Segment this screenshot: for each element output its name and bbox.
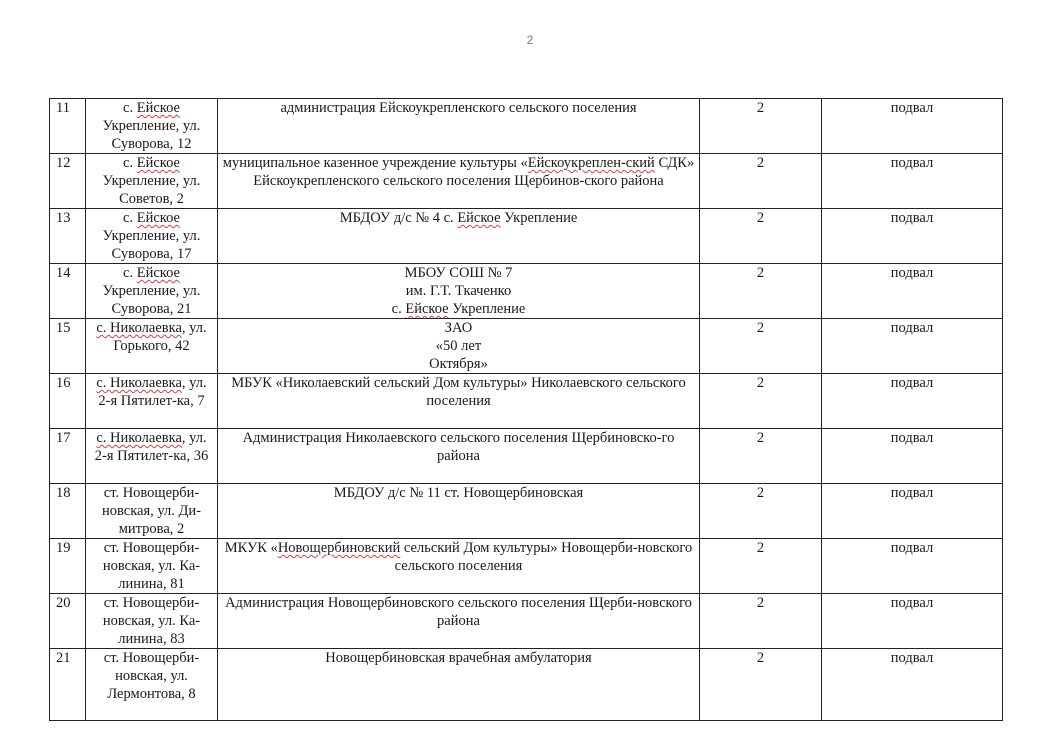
spellcheck-mark: Ейское [136, 100, 180, 116]
shelter-type-cell: подвал [822, 649, 1003, 721]
spellcheck-mark: Ейское [136, 265, 180, 281]
count-cell: 2 [700, 594, 822, 649]
organization-cell: муниципальное казенное учреждение культуры «Ейскоукреплен-ский СДК» Ейскоукрепленского сельского поселения Щербинов-ского района [218, 154, 700, 209]
row-number: 17 [50, 429, 86, 484]
count-cell: 2 [700, 429, 822, 484]
address-cell: ст. Новощерби-новская, ул. Лермонтова, 8 [86, 649, 218, 721]
row-number: 21 [50, 649, 86, 721]
row-number: 16 [50, 374, 86, 429]
spellcheck-mark: с. Николаевка [96, 320, 182, 336]
shelter-type-cell: подвал [822, 264, 1003, 319]
count-cell: 2 [700, 374, 822, 429]
row-number: 11 [50, 99, 86, 154]
table-row [50, 649, 1003, 721]
shelter-type-cell: подвал [822, 319, 1003, 374]
address-cell: с. Николаевка, ул. 2-я Пятилет-ка, 7 [86, 374, 218, 429]
shelter-type-cell: подвал [822, 594, 1003, 649]
table-row [50, 209, 1003, 264]
table-body [50, 99, 1003, 721]
shelter-type-cell: подвал [822, 429, 1003, 484]
organization-cell: МБОУ СОШ № 7 им. Г.Т. Ткаченко с. Ейское Укрепление [218, 264, 700, 319]
shelter-type-cell: подвал [822, 374, 1003, 429]
address-cell: с. Ейское Укрепление, ул. Советов, 2 [86, 154, 218, 209]
shelter-type-cell: подвал [822, 209, 1003, 264]
address-cell: с. Ейское Укрепление, ул. Суворова, 21 [86, 264, 218, 319]
spellcheck-mark: Ейское [136, 210, 180, 226]
table-row [50, 99, 1003, 154]
table-row [50, 539, 1003, 594]
count-cell: 2 [700, 264, 822, 319]
address-cell: ст. Новощерби-новская, ул. Ди-митрова, 2 [86, 484, 218, 539]
organization-cell: Администрация Николаевского сельского поселения Щербиновско-го района [218, 429, 700, 484]
table-row [50, 429, 1003, 484]
spellcheck-mark: Ейское [405, 301, 449, 317]
count-cell: 2 [700, 319, 822, 374]
organization-cell: Новощербиновская врачебная амбулатория [218, 649, 700, 721]
spellcheck-mark: с. Николаевка [96, 375, 182, 391]
address-cell: с. Ейское Укрепление, ул. Суворова, 17 [86, 209, 218, 264]
page-number: 2 [526, 33, 534, 47]
spellcheck-mark: с. Николаевка [96, 430, 182, 446]
spellcheck-mark: Ейскоукреплен-ский [527, 155, 655, 171]
row-number: 13 [50, 209, 86, 264]
organization-cell: МБДОУ д/с № 11 ст. Новощербиновская [218, 484, 700, 539]
shelter-type-cell: подвал [822, 484, 1003, 539]
count-cell: 2 [700, 209, 822, 264]
table-row [50, 484, 1003, 539]
table-row [50, 374, 1003, 429]
address-cell: с. Николаевка, ул. Горького, 42 [86, 319, 218, 374]
shelter-type-cell: подвал [822, 154, 1003, 209]
count-cell: 2 [700, 649, 822, 721]
row-number: 15 [50, 319, 86, 374]
address-cell: с. Николаевка, ул. 2-я Пятилет-ка, 36 [86, 429, 218, 484]
count-cell: 2 [700, 539, 822, 594]
organization-cell: Администрация Новощербиновского сельского поселения Щерби-новского района [218, 594, 700, 649]
spellcheck-mark: Ейское [136, 155, 180, 171]
row-number: 14 [50, 264, 86, 319]
count-cell: 2 [700, 484, 822, 539]
count-cell: 2 [700, 99, 822, 154]
organization-cell: МБДОУ д/с № 4 с. Ейское Укрепление [218, 209, 700, 264]
address-cell: с. Ейское Укрепление, ул. Суворова, 12 [86, 99, 218, 154]
shelter-type-cell: подвал [822, 99, 1003, 154]
row-number: 20 [50, 594, 86, 649]
table-row [50, 154, 1003, 209]
address-cell: ст. Новощерби-новская, ул. Ка-линина, 83 [86, 594, 218, 649]
row-number: 12 [50, 154, 86, 209]
address-cell: ст. Новощерби-новская, ул. Ка-линина, 81 [86, 539, 218, 594]
organization-cell: МБУК «Николаевский сельский Дом культуры» Николаевского сельского поселения [218, 374, 700, 429]
table-row [50, 319, 1003, 374]
table-row [50, 264, 1003, 319]
spellcheck-mark: Новощербиновский [277, 540, 401, 556]
shelter-type-cell: подвал [822, 539, 1003, 594]
organization-cell: администрация Ейскоукрепленского сельского поселения [218, 99, 700, 154]
table-row [50, 594, 1003, 649]
count-cell: 2 [700, 154, 822, 209]
organization-cell: МКУК «Новощербиновский сельский Дом культуры» Новощерби-новского сельского поселения [218, 539, 700, 594]
row-number: 19 [50, 539, 86, 594]
row-number: 18 [50, 484, 86, 539]
shelters-table [49, 98, 1003, 721]
organization-cell: ЗАО «50 лет Октября» [218, 319, 700, 374]
spellcheck-mark: Ейское [457, 210, 501, 226]
